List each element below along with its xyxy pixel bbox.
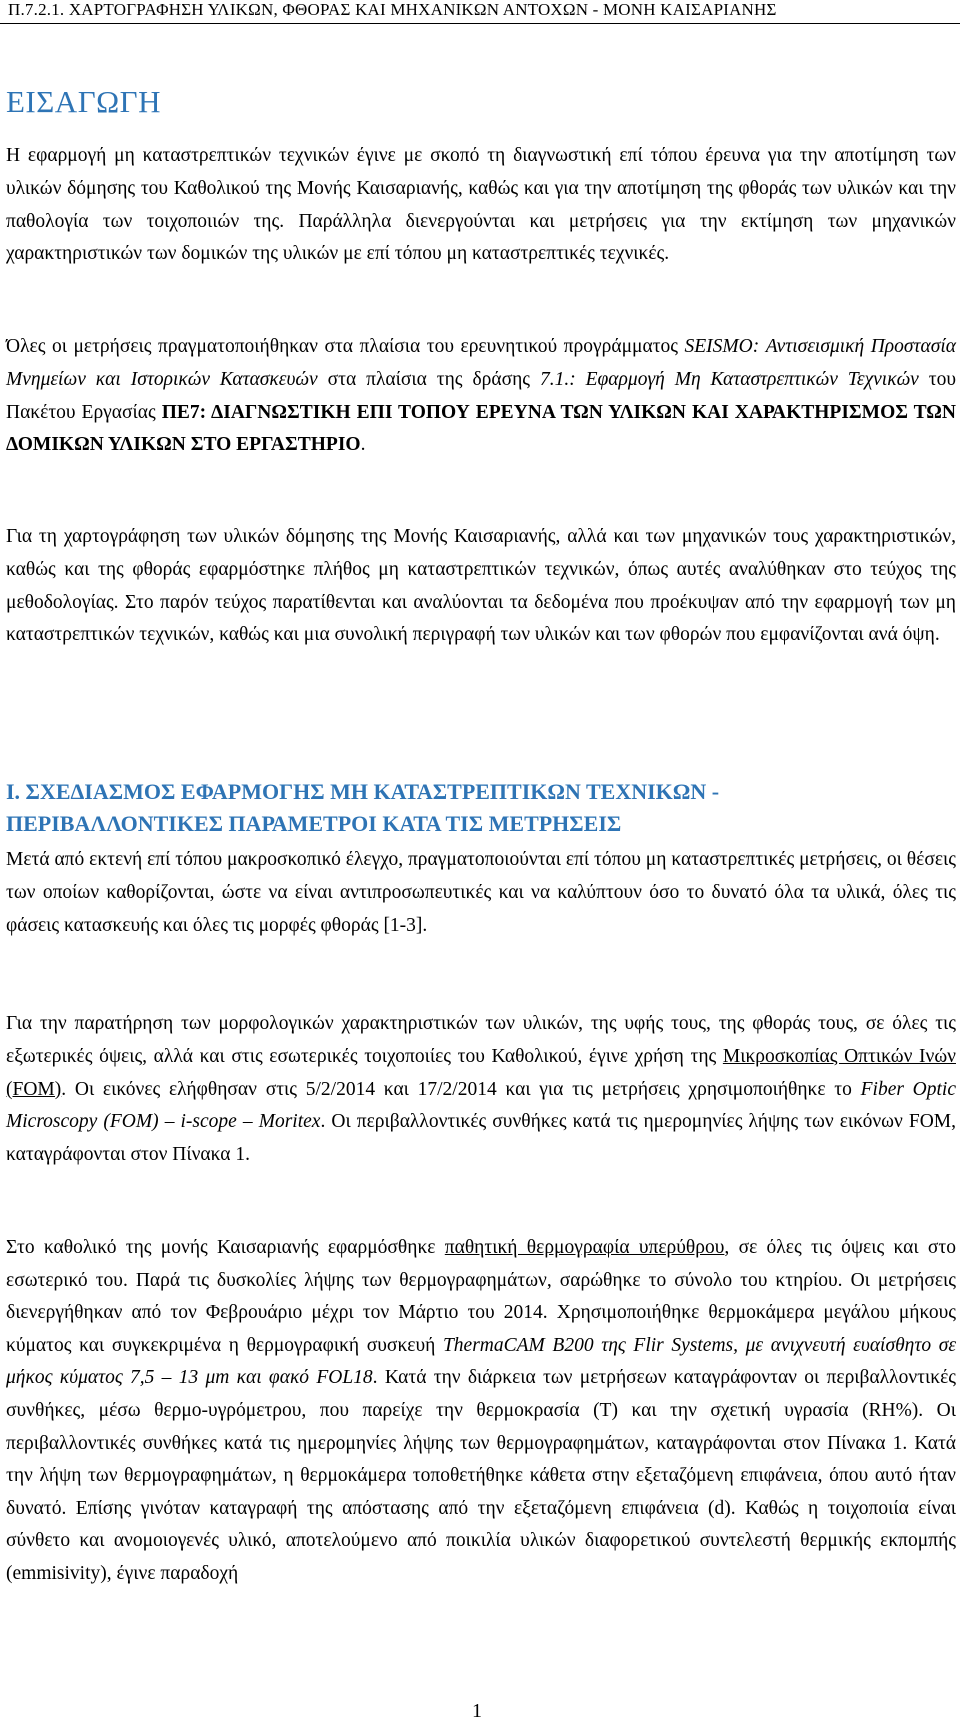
- section-1-paragraph-3: [6, 1232, 956, 1591]
- section-1-paragraph-2-text: [6, 1008, 956, 1172]
- action-name: 7.1.: Εφαρμογή Μη Καταστρεπτικών Τεχνικών: [539, 368, 919, 390]
- intro-paragraph-2-text: [6, 331, 956, 462]
- intro-paragraph-3: [6, 521, 956, 652]
- fom-term: Μικροσκοπίας Οπτικών Ινών (FOM): [6, 1045, 956, 1100]
- page-number: 1: [472, 1700, 482, 1722]
- p2-text-e: του Πακέτου Εργασίας: [6, 368, 957, 423]
- section-1-heading-line-2: ΠΕΡΙΒΑΛΛΟΝΤΙΚΕΣ ΠΑΡΑΜΕΤΡΟΙ ΚΑΤΑ ΤΙΣ ΜΕΤΡΗΣΕΙΣ: [6, 811, 622, 836]
- running-header: Π.7.2.1. ΧΑΡΤΟΓΡΑΦΗΣΗ ΥΛΙΚΩΝ, ΦΘΟΡΑΣ ΚΑΙ ΜΗΧΑΝΙΚΩΝ ΑΝΤΟΧΩΝ - ΜΟΝΗ ΚΑΙΣΑΡΙΑΝΗΣ: [8, 0, 777, 19]
- work-package-name: ΠΕ7: ΔΙΑΓΝΩΣΤΙΚΗ ΕΠΙ ΤΟΠΟΥ ΕΡΕΥΝΑ ΤΩΝ ΥΛΙΚΩΝ ΚΑΙ ΧΑΡΑΚΤΗΡΙΣΜΟΣ ΤΩΝ ΔΟΜΙΚΩΝ ΥΛΙΚΩΝ ΣΤΟ ΕΡΓΑΣΤΗΡΙΟ: [6, 401, 956, 456]
- p2-text-c: στα πλαίσια της δράσης: [317, 368, 540, 390]
- intro-paragraph-3-text: Για τη χαρτογράφηση των υλικών δόμησης της Μονής Καισαριανής, αλλά και των μηχανικών τους χαρακτηριστικών, καθώς και της φθοράς εφαρμόστηκε πλήθος μη καταστρεπτικών τεχνικών, όπως αυτές αναλύθηκαν στο τεύχος της μεθοδολογίας. Στο παρόν τεύχος παρατίθενται και αναλύονται τα δεδομένα που προέκυψαν από την εφαρμογή των μη καταστρεπτικών τεχνικών, καθώς και μια συνολική περιγραφή των υλικών και των φθορών που εμφανίζονται ανά όψη.: [6, 526, 956, 646]
- s1p2-text-e: . Οι περιβαλλοντικές συνθήκες κατά τις ημερομηνίες λήψης των εικόνων FOM, καταγράφονται στον Πίνακα 1.: [6, 1111, 956, 1166]
- intro-paragraph-1-text: Η εφαρμογή μη καταστρεπτικών τεχνικών έγινε με σκοπό τη διαγνωστική επί τόπου έρευνα για την αποτίμηση των υλικών δόμησης του Καθολικού της Μονής Καισαριανής, καθώς και για την αποτίμηση της φθοράς των υλικών και την παθολογία των τοιχοποιιών της. Παράλληλα διενεργούνται και μετρήσεις για την εκτίμηση των μηχανικών χαρακτηριστικών των δομικών της υλικών με επί τόπου μη καταστρεπτικές τεχνικές.: [6, 145, 956, 265]
- s1p2-text-a: Για την παρατήρηση των μορφολογικών χαρακτηριστικών των υλικών, της υφής τους, της φθοράς τους, σε όλες τις εξωτερικές όψεις, αλλά και στις εσωτερικές τοιχοποιίες του Καθολικού, έγινε χρήση της: [6, 1013, 956, 1067]
- section-1-heading: [6, 776, 956, 840]
- intro-paragraph-1: [6, 140, 956, 271]
- intro-heading: ΕΙΣΑΓΩΓΗ: [6, 84, 161, 119]
- project-name: SEISMO: Αντισεισμική Προστασία Μνημείων και Ιστορικών Κατασκευών: [6, 336, 957, 390]
- s1p3-text-e: . Κατά την διάρκεια των μετρήσεων καταγράφονταν οι περιβαλλοντικές συνθήκες, μέσω θερμο-υγρόμετρου, που παρείχε την θερμοκρασία (T) και την σχετική υγρασία (RH%). Οι περιβαλλοντικές συνθήκες κατά τις ημερομηνίες λήψης των θερμογραφημάτων, καταγράφονται στον Πίνακα 1. Κατά την λήψη των θερμογραφημάτων, η θερμοκάμερα τοποθετήθηκε κάθετα στην εξεταζόμενη επιφάνεια, όπου αυτό ήταν δυνατό. Επίσης γινόταν καταγραφή της απόστασης από την εξεταζόμενη επιφάνεια (d). Καθώς η τοιχοποιία είναι σύνθετο και ανομοιογενές υλικό, αποτελούμενο από ποικιλία υλικών διαφορετικού συντελεστή θερμικής εκπομπής (emmisivity), έγινε παραδοχή: [6, 1367, 956, 1584]
- header-rule: [0, 23, 960, 24]
- intro-paragraph-2: [6, 331, 956, 462]
- section-1-paragraph-3-text: [6, 1232, 956, 1591]
- fom-device-name: Fiber Optic Microscopy (FOM) – i-scope – Moritex: [6, 1078, 956, 1133]
- p2-text-a: Όλες οι μετρήσεις πραγματοποιήθηκαν στα πλαίσια του ερευνητικού προγράμματος: [6, 336, 685, 357]
- section-1-heading-line-1: Ι. ΣΧΕΔΙΑΣΜΟΣ ΕΦΑΡΜΟΓΗΣ ΜΗ ΚΑΤΑΣΤΡΕΠΤΙΚΩΝ ΤΕΧΝΙΚΩΝ -: [6, 779, 720, 804]
- s1p3-text-a: Στο καθολικό της μονής Καισαριανής εφαρμόσθηκε: [6, 1237, 445, 1258]
- thermography-term: παθητική θερμογραφία υπερύθρου: [444, 1237, 725, 1258]
- thermal-camera-description: ThermaCAM B200 της Flir Systems, με ανιχνευτή ευαίσθητο σε μήκος κύματος 7,5 – 13 μm και φακό FOL18: [6, 1334, 957, 1389]
- s1p2-text-c: . Οι εικόνες ελήφθησαν στις 5/2/2014 και 17/2/2014 και για τις μετρήσεις χρησιμοποιήθηκε το: [61, 1078, 861, 1100]
- section-1-paragraph-1: [6, 844, 956, 942]
- section-1-paragraph-1-text: Μετά από εκτενή επί τόπου μακροσκοπικό έλεγχο, πραγματοποιούνται επί τόπου μη καταστρεπτικές μετρήσεις, οι θέσεις των οποίων καθορίζονται, ώστε να είναι αντιπροσωπευτικές και να καλύπτουν όσο το δυνατό όλα τα υλικά, όλες τις φάσεις κατασκευής και όλες τις μορφές φθοράς [1-3].: [6, 849, 956, 936]
- s1p3-text-c: , σε όλες τις όψεις και στο εσωτερικό του. Παρά τις δυσκολίες λήψης των θερμογραφημάτων, σαρώθηκε το σύνολο του κτηρίου. Οι μετρήσεις διενεργήθηκαν από τον Φεβρουάριο μέχρι τον Μάρτιο του 2014. Χρησιμοποιήθηκε θερμοκάμερα μεγάλου μήκους κύματος και συγκεκριμένα η θερμογραφική συσκευή: [6, 1237, 956, 1356]
- section-1-paragraph-2: [6, 1008, 956, 1172]
- p2-text-g: .: [360, 434, 366, 456]
